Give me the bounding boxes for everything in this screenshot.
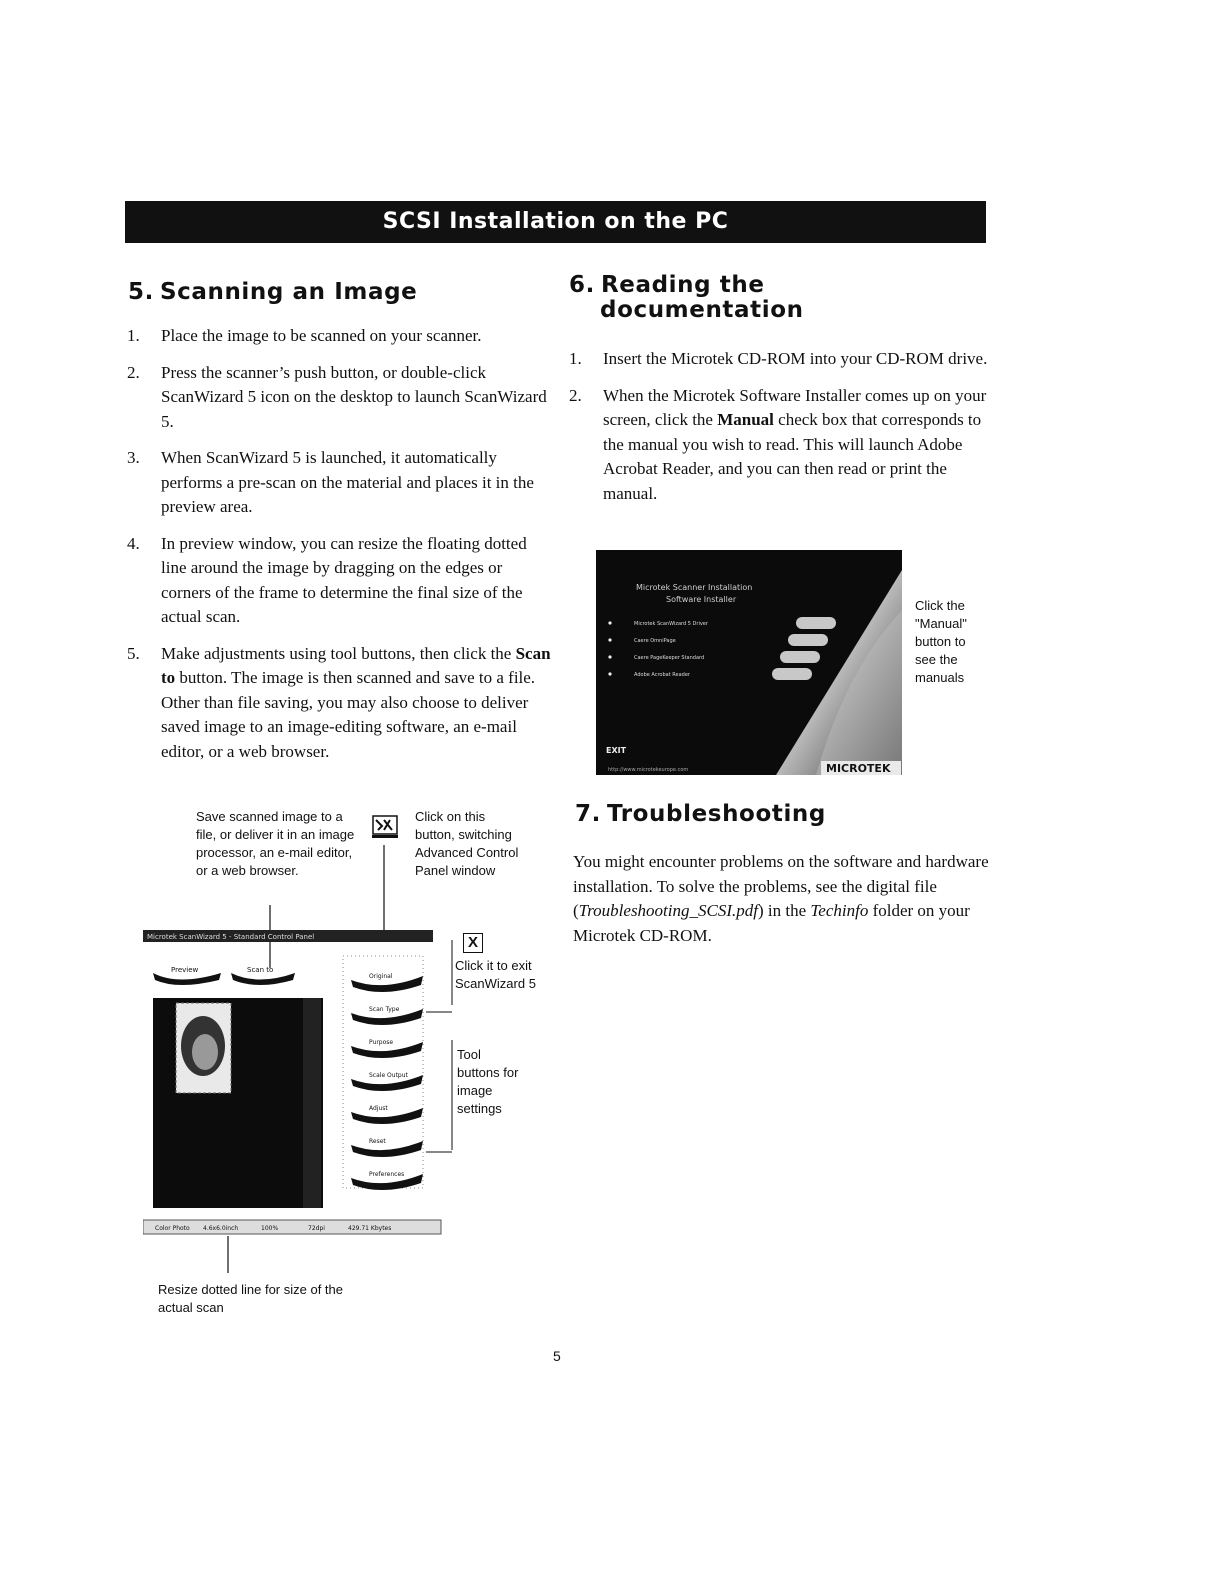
caption-save-scanned: Save scanned image to a file, or deliver it in an image processor, an e-mail editor, or a web browser.	[196, 809, 355, 878]
step-bold-term: Manual	[717, 410, 774, 429]
caption-switch-panel: Click on this button, switching Advanced Control Panel window	[415, 809, 519, 878]
caption-tool-buttons: Tool buttons for image settings	[457, 1047, 519, 1116]
installer-title-2: Software Installer	[666, 595, 737, 604]
step-text: button. The image is then scanned and save to a file. Other than file saving, you may also choose to deliver saved image to an image-editing software, an e-mail editor, or a web browser.	[161, 668, 536, 761]
installer-items	[608, 617, 836, 680]
step-text: When the Microtek Software Installer comes up on your screen, click the	[603, 385, 987, 429]
para-text: You might encounter problems on the software and hardware installation. To solve the problems, see the digital file (	[573, 852, 989, 920]
tool-button-label: Adjust	[369, 1105, 388, 1112]
scan-to-label: Scan to	[247, 966, 274, 974]
window-title: Microtek ScanWizard 5 - Standard Control Panel	[147, 933, 315, 941]
step-number: 2.	[569, 385, 582, 405]
step-number: 1.	[127, 326, 140, 345]
step-text: When ScanWizard 5 is launched, it automatically performs a pre-scan on the material and places it in the preview area.	[161, 448, 534, 516]
step-number: 2.	[127, 362, 140, 382]
step-text: In preview window, you can resize the floating dotted line around the image by dragging on the edges or corners of the frame to determine the final size of the actual scan.	[161, 533, 527, 626]
tool-button[interactable]	[351, 1039, 423, 1058]
section-6-heading	[569, 273, 804, 323]
manual-checkbox[interactable]	[788, 634, 828, 646]
step-number: 5.	[127, 643, 140, 663]
doc-step-1	[569, 347, 989, 372]
advanced-panel-icon	[370, 812, 402, 840]
tool-button[interactable]	[351, 1105, 423, 1124]
step-bold-term: Scan to	[161, 643, 551, 687]
section-5-number: 5.	[128, 279, 154, 305]
section-5-title: Scanning an Image	[159, 279, 418, 305]
preview-label: Preview	[171, 966, 199, 974]
scanwizard-screenshot	[143, 928, 443, 1240]
tool-button-label: Purpose	[369, 1039, 394, 1046]
section-6-number: 6.	[569, 272, 595, 298]
scanwizard-window	[143, 928, 443, 1240]
section-7-number: 7.	[575, 801, 601, 827]
tool-button[interactable]	[351, 1171, 423, 1190]
installer-title-1: Microtek Scanner Installation	[636, 583, 753, 592]
installer-item[interactable]	[608, 668, 812, 680]
step-text: check box that corresponds to the manual you wish to read. This will launch Adobe Acrobat Reader, and you can then read or print the manual.	[603, 410, 982, 503]
tool-button-label: Preferences	[369, 1171, 405, 1178]
microtek-logo: MICROTEK	[826, 762, 891, 775]
troubleshooting-filename: Troubleshooting_SCSI.pdf	[578, 901, 758, 920]
installer-item-label: Caere PageKeeper Standard	[634, 655, 705, 661]
preview-scrollbar[interactable]	[303, 998, 321, 1208]
caption-manual-button: Click the "Manual" button to see the manuals	[915, 598, 967, 685]
tool-button-label: Scale Output	[369, 1072, 408, 1079]
manual-checkbox[interactable]	[772, 668, 812, 680]
step-text: Insert the Microtek CD-ROM into your CD-ROM drive.	[603, 349, 988, 368]
techinfo-folder: Techinfo	[810, 901, 869, 920]
status-field: 429.71 Kbytes	[348, 1225, 392, 1232]
section-6-steps	[569, 347, 989, 518]
step-number: 4.	[127, 533, 140, 553]
installer-screenshot	[596, 550, 902, 775]
step-text: Press the scanner’s push button, or double-click ScanWizard 5 icon on the desktop to launch ScanWizard 5.	[161, 362, 547, 431]
installer-item-label: Microtek ScanWizard 5 Driver	[634, 621, 708, 627]
section-6-title-line1: Reading the	[600, 272, 765, 298]
step-2	[127, 361, 552, 435]
section-banner: SCSI Installation on the PC	[125, 201, 986, 243]
tool-button-label: Original	[369, 973, 393, 980]
preview-button[interactable]	[153, 966, 221, 985]
para-text: folder on your Microtek CD-ROM.	[573, 901, 970, 945]
troubleshooting-paragraph	[573, 850, 993, 948]
status-field: 100%	[261, 1225, 279, 1232]
step-1	[127, 324, 552, 349]
status-field: 4.6x6.0inch	[203, 1225, 239, 1232]
tool-button[interactable]	[351, 1006, 423, 1025]
installer-item-label: Adobe Acrobat Reader	[634, 672, 690, 678]
installer-item[interactable]	[608, 617, 836, 629]
installer-url: http://www.microtekeurope.com	[608, 767, 689, 773]
tool-button-label: Scan Type	[369, 1006, 400, 1013]
tool-button-label: Reset	[369, 1138, 386, 1145]
section-7-title: Troubleshooting	[606, 801, 826, 827]
section-5-heading	[128, 279, 417, 305]
step-number: 3.	[127, 448, 140, 467]
para-text: ) in the	[757, 901, 811, 920]
step-5	[127, 642, 552, 765]
installer-window	[596, 550, 902, 775]
tool-button[interactable]	[351, 1072, 423, 1091]
section-6-title-line2: documentation	[600, 297, 804, 323]
section-5-steps	[127, 324, 552, 776]
step-text: Make adjustments using tool buttons, then click the	[161, 643, 516, 663]
installer-item[interactable]	[608, 634, 828, 646]
step-3	[127, 446, 552, 520]
step-number: 1.	[569, 349, 582, 368]
installer-exit[interactable]: EXIT	[606, 746, 627, 755]
status-field: Color Photo	[155, 1225, 190, 1232]
step-text: Place the image to be scanned on your scanner.	[161, 326, 482, 345]
tool-button[interactable]	[351, 1138, 423, 1157]
tool-button-group	[351, 973, 423, 1190]
section-7-heading	[575, 801, 826, 827]
page-number: 5	[553, 1348, 561, 1364]
manual-checkbox[interactable]	[796, 617, 836, 629]
manual-checkbox[interactable]	[780, 651, 820, 663]
caption-resize: Resize dotted line for size of the actual scan	[158, 1282, 343, 1315]
status-field: 72dpi	[308, 1225, 325, 1232]
installer-item-label: Caere OmniPage	[634, 638, 676, 644]
step-4	[127, 532, 552, 630]
exit-button-symbol[interactable]: X	[463, 933, 483, 953]
tool-button[interactable]	[351, 973, 423, 992]
caption-exit: Click it to exit ScanWizard 5	[455, 958, 536, 991]
installer-item[interactable]	[608, 651, 820, 663]
doc-step-2	[569, 384, 989, 507]
scan-to-button[interactable]	[231, 966, 295, 985]
